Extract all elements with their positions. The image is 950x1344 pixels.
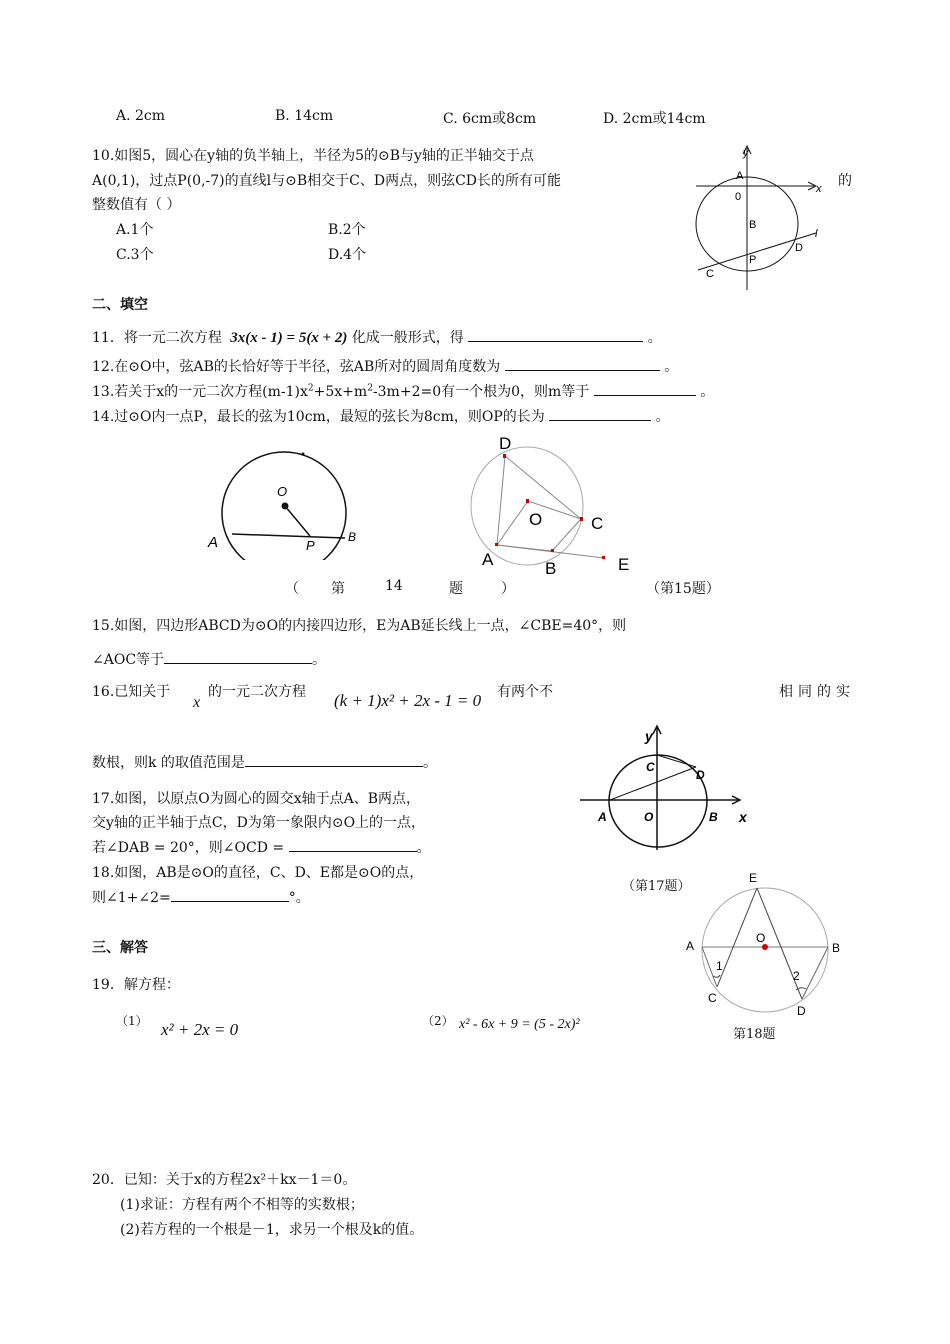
q9-option-c: C. 6cm或8cm (443, 111, 537, 127)
q17-line2: 交y轴的正半轴于点C，D为第一象限内⊙O上的一点， (92, 815, 426, 831)
q20-line2: (1)求证：方程有两个不相等的实数根； (120, 1197, 364, 1213)
q10-option-b: B.2个 (328, 222, 366, 238)
q16-answer-blank[interactable] (245, 752, 423, 767)
fig15-label-e: E (618, 555, 630, 574)
fig17-label-b: B (709, 810, 718, 824)
q16-tail: 相同的实 (779, 684, 855, 700)
fig17-label-c: C (646, 760, 655, 774)
q15-line2-text: ∠AOC等于 (92, 652, 165, 668)
figure-q18 (680, 866, 845, 1026)
q13-answer-blank[interactable] (594, 381, 696, 396)
fig14-label-p: P (306, 538, 315, 553)
fig14-caption-close: ） (501, 581, 515, 597)
fig15-label-b: B (545, 559, 557, 578)
fig17-label-d: D (696, 768, 705, 782)
q9-option-d: D. 2cm或14cm (603, 111, 706, 127)
segment-ec (717, 888, 757, 987)
q19-part2-equation: x² - 6x + 9 = (5 - 2x)² (459, 1017, 580, 1032)
q12-answer-blank[interactable] (505, 356, 660, 371)
q18-answer-blank[interactable] (171, 887, 289, 902)
q11-equation: 3x(x - 1) = 5(x + 2) (230, 330, 348, 346)
q20-line1: 20．已知：关于x的方程2x²＋kx－1＝0。 (92, 1172, 357, 1188)
segment-ao (497, 501, 528, 545)
q11-post: 化成一般形式，得 (351, 330, 464, 346)
q16-line2-text: 数根，则k 的取值范围是 (92, 755, 245, 771)
segment-cd (657, 755, 696, 767)
fig18-label-o: O (756, 931, 766, 945)
figure-q15 (470, 433, 645, 578)
q13-pre: 13.若关于x的一元二次方程(m-1)x (92, 384, 308, 400)
extension-be (497, 545, 604, 558)
q13-mid: +5x+m (313, 384, 368, 400)
q12-text: 12.在⊙O中，弦AB的长恰好等于半径，弦AB所对的圆周角度数为 (92, 359, 501, 375)
quad-abcd (497, 456, 581, 551)
section-2-heading: 二、填空 (92, 297, 148, 313)
q13-sup2: 2 (367, 383, 373, 394)
fig18-label-c: C (708, 991, 717, 1005)
q15-end: 。 (312, 652, 327, 668)
figure-q10 (688, 142, 833, 292)
q10-option-a: A.1个 (116, 222, 154, 238)
fig17-label-a: A (598, 810, 607, 824)
q19-part1-equation: x² + 2x = 0 (161, 1020, 239, 1039)
q13-post: -3m+2=0有一个根为0，则m等于 (372, 384, 590, 400)
q15-line1: 15.如图，四边形ABCD为⊙O的内接四边形，E为AB延长线上一点，∠CBE=40°，则 (92, 618, 627, 634)
fig10-label-l: l (815, 228, 818, 240)
fig14-caption-ti: 题 (449, 581, 463, 597)
q12-line (92, 356, 678, 376)
center-o (282, 503, 289, 510)
q18-line2-text: 则∠1+∠2= (92, 890, 171, 906)
fig18-label-a: A (686, 939, 695, 953)
q14-answer-blank[interactable] (549, 406, 651, 421)
q11-end: 。 (647, 330, 662, 346)
q19-part2-label: （2） (422, 1014, 454, 1028)
q20-line3: (2)若方程的一个根是－1，求另一个根及k的值。 (120, 1222, 424, 1238)
fig10-label-c: C (706, 268, 714, 280)
fig15-label-d: D (499, 434, 512, 453)
q11-line (92, 327, 662, 347)
q13-end: 。 (700, 384, 715, 400)
q12-end: 。 (664, 359, 679, 375)
point-top (302, 453, 305, 456)
fig14-label-b: B (348, 530, 357, 544)
fig18-label-d: D (797, 1004, 806, 1018)
fig15-label-a: A (482, 550, 494, 569)
fig10-label-x: x (816, 183, 822, 195)
fig17-caption: （第17题） (622, 879, 691, 894)
q10-option-c: C.3个 (116, 247, 154, 263)
point-c (580, 517, 583, 521)
q10-line2: A(0,1)，过点P(0,-7)的直线l与⊙B相交于C、D两点，则弦CD长的所有可能 (92, 173, 562, 189)
q19-part1-label: （1） (116, 1014, 148, 1028)
q16-line2 (92, 752, 437, 772)
fig17-label-x: x (739, 809, 747, 825)
q11-answer-blank[interactable] (468, 327, 643, 342)
q11-pre: 11．将一元二次方程 (92, 330, 222, 346)
q10-line3: 整数值有（ ） (92, 197, 181, 213)
q15-answer-blank[interactable] (164, 649, 312, 664)
segment-op (285, 506, 310, 536)
chord-ab (232, 534, 345, 538)
q16-var: x (193, 694, 201, 711)
q16-pre: 16.已知关于 (92, 684, 171, 700)
fig10-label-b: B (749, 219, 757, 231)
q16-post: 有两个不 (497, 684, 553, 700)
circle-o (471, 447, 583, 565)
fig18-label-1: 1 (716, 959, 723, 973)
fig18-label-e: E (749, 871, 758, 885)
fig10-label-p: P (749, 254, 757, 266)
q13-sup1: 2 (307, 383, 314, 394)
q13-line (92, 381, 714, 401)
point-o (526, 499, 529, 503)
q10-line2-tail: 的 (838, 173, 852, 189)
fig10-label-a: A (736, 170, 744, 182)
q10-option-d: D.4个 (328, 247, 367, 263)
q16-equation: (k + 1)x² + 2x - 1 = 0 (334, 691, 482, 710)
q19-title: 19．解方程： (92, 977, 180, 993)
fig18-caption: 第18题 (733, 1027, 776, 1042)
fig17-label-o: O (644, 810, 654, 824)
point-d (503, 454, 506, 458)
fig14-label-a: A (208, 534, 219, 551)
q17-end: 。 (416, 840, 431, 856)
q16-end: 。 (422, 755, 437, 771)
fig14-caption-open: （ (285, 581, 299, 597)
q17-answer-blank[interactable] (289, 837, 417, 852)
q10-line1: 10.如图5，圆心在y轴的负半轴上，半径为5的⊙B与y轴的正半轴交于点 (92, 148, 534, 164)
point-e (602, 556, 605, 559)
q15-line2 (92, 649, 326, 669)
fig10-label-y: y (743, 147, 749, 159)
q14-text: 14.过⊙O内一点P，最长的弦为10cm，最短的弦长为8cm，则OP的长为 (92, 409, 545, 425)
q16-mid: 的一元二次方程 (208, 684, 306, 700)
fig14-caption-num: 14 (385, 578, 403, 594)
figure-q17 (578, 724, 750, 852)
fig15-caption: （第15题） (646, 581, 720, 597)
q14-end: 。 (655, 409, 670, 425)
fig15-label-c: C (591, 514, 604, 533)
fig14-label-o: O (277, 484, 288, 499)
q9-option-a: A. 2cm (116, 108, 166, 124)
q18-line1: 18.如图，AB是⊙O的直径，C、D、E都是⊙O的点， (92, 865, 424, 881)
point-a (495, 543, 498, 546)
section-3-heading: 三、解答 (92, 940, 148, 956)
angle-1-arc (713, 975, 720, 977)
figure-q14 (200, 440, 370, 560)
q17-line3 (92, 837, 431, 857)
q18-end: °。 (288, 890, 310, 906)
fig18-label-2: 2 (793, 969, 800, 983)
q14-line (92, 406, 670, 426)
q18-line2 (92, 887, 310, 907)
fig10-label-d: D (795, 242, 803, 254)
q9-option-b: B. 14cm (275, 108, 334, 124)
q17-line3-text: 若∠DAB = 20°，则∠OCD = (92, 840, 285, 856)
point-b (551, 549, 554, 552)
q17-line1: 17.如图，以原点O为圆心的圆交x轴于点A、B两点， (92, 791, 421, 807)
fig15-label-o: O (529, 510, 543, 529)
fig14-caption-di: 第 (331, 581, 345, 597)
fig10-label-o: 0 (735, 191, 742, 203)
fig18-label-b: B (832, 941, 841, 955)
fig17-label-y: y (645, 728, 653, 744)
